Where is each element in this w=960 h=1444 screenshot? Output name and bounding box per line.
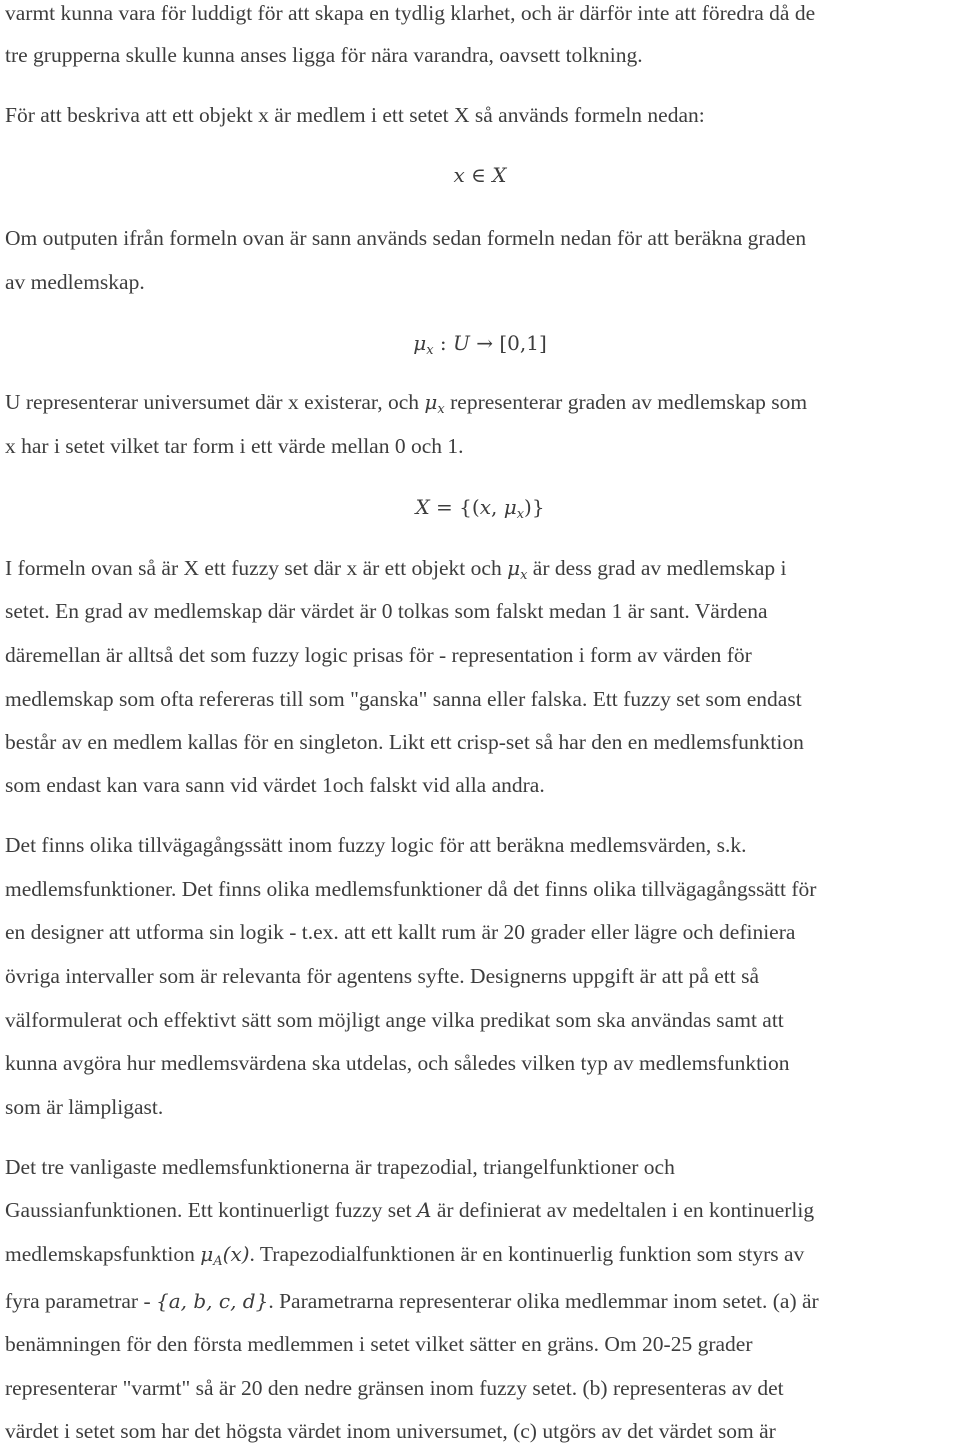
formula-op: )}	[524, 495, 545, 519]
text-line: kunna avgöra hur medlemsvärdena ska utdelas, och således vilken typ av medlemsfunktion	[5, 1051, 790, 1075]
text-line: medlemskapsfunktion $\mu_A(x)$. Trapezodialfunktionen är en kontinuerlig funktion som styrs av	[5, 1242, 805, 1269]
text-line: U representerar universumet där x existerar, och $\mu_x$ representerar graden av medlemskap som	[5, 390, 808, 417]
text-line: x har i setet vilket tar form i ett värde mellan 0 och 1.	[5, 434, 464, 458]
formula-var: U	[453, 331, 470, 355]
text-line: som är lämpligast.	[5, 1095, 164, 1119]
text-line: Gaussianfunktionen. Ett kontinuerligt fuzzy set A är definierat av medeltalen i en kontinuerlig	[5, 1198, 815, 1222]
formula-fuzzy-set	[0, 494, 960, 521]
formula-op: ,	[490, 495, 504, 519]
text-line: setet. En grad av medlemskap där värdet är 0 tolkas som falskt medan 1 är sant. Värdena	[5, 599, 768, 623]
formula-var: x	[479, 495, 491, 519]
text-line: välformulerat och effektivt sätt som möjligt ange vilka predikat som ska användas samt att	[5, 1008, 784, 1032]
formula-membership-function	[0, 330, 960, 357]
formula-interval: [0,1]	[499, 331, 547, 355]
text-line: av medlemskap.	[5, 270, 145, 294]
text-line: Det tre vanligaste medlemsfunktionerna är trapezodial, triangelfunktioner och	[5, 1155, 675, 1179]
formula-var: X	[415, 495, 430, 519]
formula-op: ∈	[464, 163, 493, 187]
inline-formula-mu: $\mu_x$	[507, 556, 528, 583]
formula-mu: $\mu_x$	[503, 495, 525, 522]
text-line: värdet i setet som har det högsta värdet inom universumet, (c) utgörs av det värdet som är	[5, 1419, 776, 1443]
text-line: medlemsfunktioner. Det finns olika medlemsfunktioner då det finns olika tillvägagångssätt för	[5, 877, 817, 901]
text-line: Det finns olika tillvägagångssätt inom fuzzy logic för att beräkna medlemsvärden, s.k.	[5, 833, 747, 857]
text-line: däremellan är alltså det som fuzzy logic prisas för - representation i form av värden för	[5, 643, 752, 667]
text-line: medlemskap som ofta refereras till som "ganska" sanna eller falska. Ett fuzzy set som endast	[5, 687, 802, 711]
formula-var: x	[453, 163, 465, 187]
text-line: Om outputen ifrån formeln ovan är sann används sedan formeln nedan för att beräkna graden	[5, 226, 807, 250]
formula-mu: $\mu_x$	[413, 331, 434, 358]
text-line: varmt kunna vara för luddigt för att skapa en tydlig klarhet, och är därför inte att föredra då de	[5, 1, 816, 25]
text-line: tre grupperna skulle kunna anses ligga för nära varandra, oavsett tolkning.	[5, 43, 643, 67]
formula-membership	[0, 162, 960, 189]
text-line: representerar "varmt" så är 20 den nedre gränsen inom fuzzy setet. (b) representeras av det	[5, 1376, 784, 1400]
inline-formula-params: {a, b, c, d}	[156, 1289, 269, 1313]
text-line: som endast kan vara sann vid värdet 1och falskt vid alla andra.	[5, 773, 545, 797]
text-line: består av en medlem kallas för en singleton. Likt ett crisp-set så har den en medlemsfunktion	[5, 730, 804, 754]
text-line: För att beskriva att ett objekt x är medlem i ett setet X så används formeln nedan:	[5, 103, 705, 127]
text-line: I formeln ovan så är X ett fuzzy set där x är ett objekt och $\mu_x$ är dess grad av medlemskap i	[5, 556, 787, 583]
text-line: fyra parametrar - {a, b, c, d}. Parametrarna representerar olika medlemmar inom setet. (a) är	[5, 1289, 819, 1313]
formula-var: X	[492, 163, 507, 187]
inline-formula-var: A	[417, 1198, 432, 1222]
formula-op: →	[469, 331, 500, 355]
inline-formula-mu: $\mu_x$	[424, 390, 445, 417]
formula-op: :	[433, 331, 454, 355]
text-line: benämningen för den första medlemmen i setet vilket sätter en gräns. Om 20-25 grader	[5, 1332, 753, 1356]
inline-formula-mu: $\mu_A(x)$	[200, 1242, 250, 1269]
text-line: en designer att utforma sin logik - t.ex. att ett kallt rum är 20 grader eller lägre och definiera	[5, 920, 796, 944]
text-line: övriga intervaller som är relevanta för agentens syfte. Designerns uppgift är att på ett så	[5, 964, 760, 988]
formula-op: = {(	[429, 495, 480, 519]
